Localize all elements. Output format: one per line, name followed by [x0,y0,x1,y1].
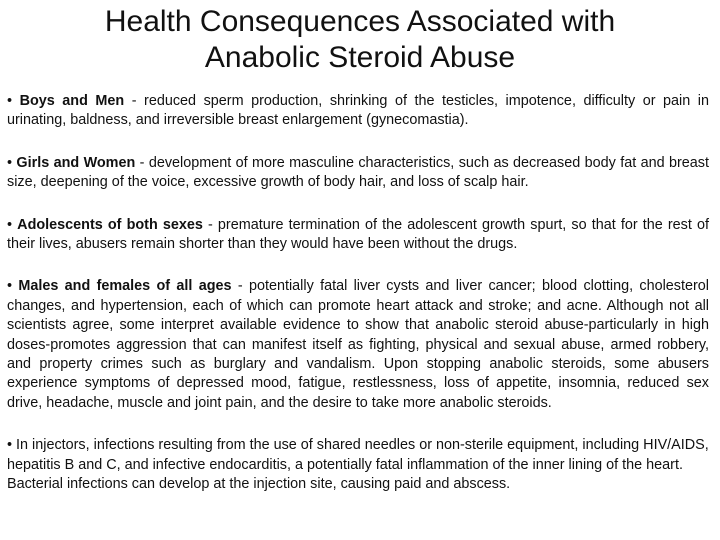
bullet-marker: • [7,154,17,171]
slide-title-line-2: Anabolic Steroid Abuse [204,41,516,74]
bullet-list [7,92,709,495]
bullet-term: Boys and Men [19,93,125,109]
bullet-adolescents [7,216,709,255]
bullet-text: - development of more masculine characteristics, such as decreased body fat and breast size, deepening of the voice, excessive growth of body hair, and loss of scalp hair. [7,154,710,191]
bullet-text: In injectors, infections resulting from the use of shared needles or non-sterile equipment, including HIV/AIDS, hepatitis B and C, and infective endocarditis, a potentially fatal inflammation of the inner lining of the heart. Bacterial infections can develop at the injection site, causing paid and abscess. [7,437,709,493]
bullet-term: Girls and Women [16,154,136,171]
bullet-marker: • [7,216,18,233]
bullet-text: - reduced sperm production, shrinking of the testicles, impotence, difficulty or pain in urinating, baldness, and irreversible breast enlargement (gynecomastia). [7,93,709,129]
bullet-term: Adolescents of both sexes [17,216,203,233]
bullet-marker: • [7,278,19,295]
bullet-boys-and-men [7,92,709,131]
bullet-marker: • [7,93,20,109]
bullet-term: Males and females of all ages [18,278,232,295]
slide-title-line-1: Health Consequences Associated with [104,5,616,38]
bullet-text: - premature termination of the adolescent growth spurt, so that for the rest of their lives, abusers remain shorter than they would have been without the drugs. [7,216,709,253]
bullet-all-ages [7,277,709,413]
slide-title [0,4,720,76]
bullet-marker: • [7,437,17,454]
bullet-text: - potentially fatal liver cysts and liver cancer; blood clotting, cholesterol changes, and hypertension, each of which can promote heart attack and stroke; and acne. Although not all scientists agree, some interpret available evidence to show that anabolic steroid abuse-particularly in high doses-promotes aggression that can manifest itself as fighting, physical and sexual abuse, armed robbery, and property crimes such as burglary and vandalism. Upon stopping anabolic steroids, some abusers experience symptoms of depressed mood, fatigue, restlessness, loss of appetite, insomnia, reduced sex drive, headache, muscle and joint pain, and the desire to take more anabolic steroids. [7,278,709,411]
bullet-injectors [7,436,709,494]
bullet-girls-and-women [7,154,709,193]
